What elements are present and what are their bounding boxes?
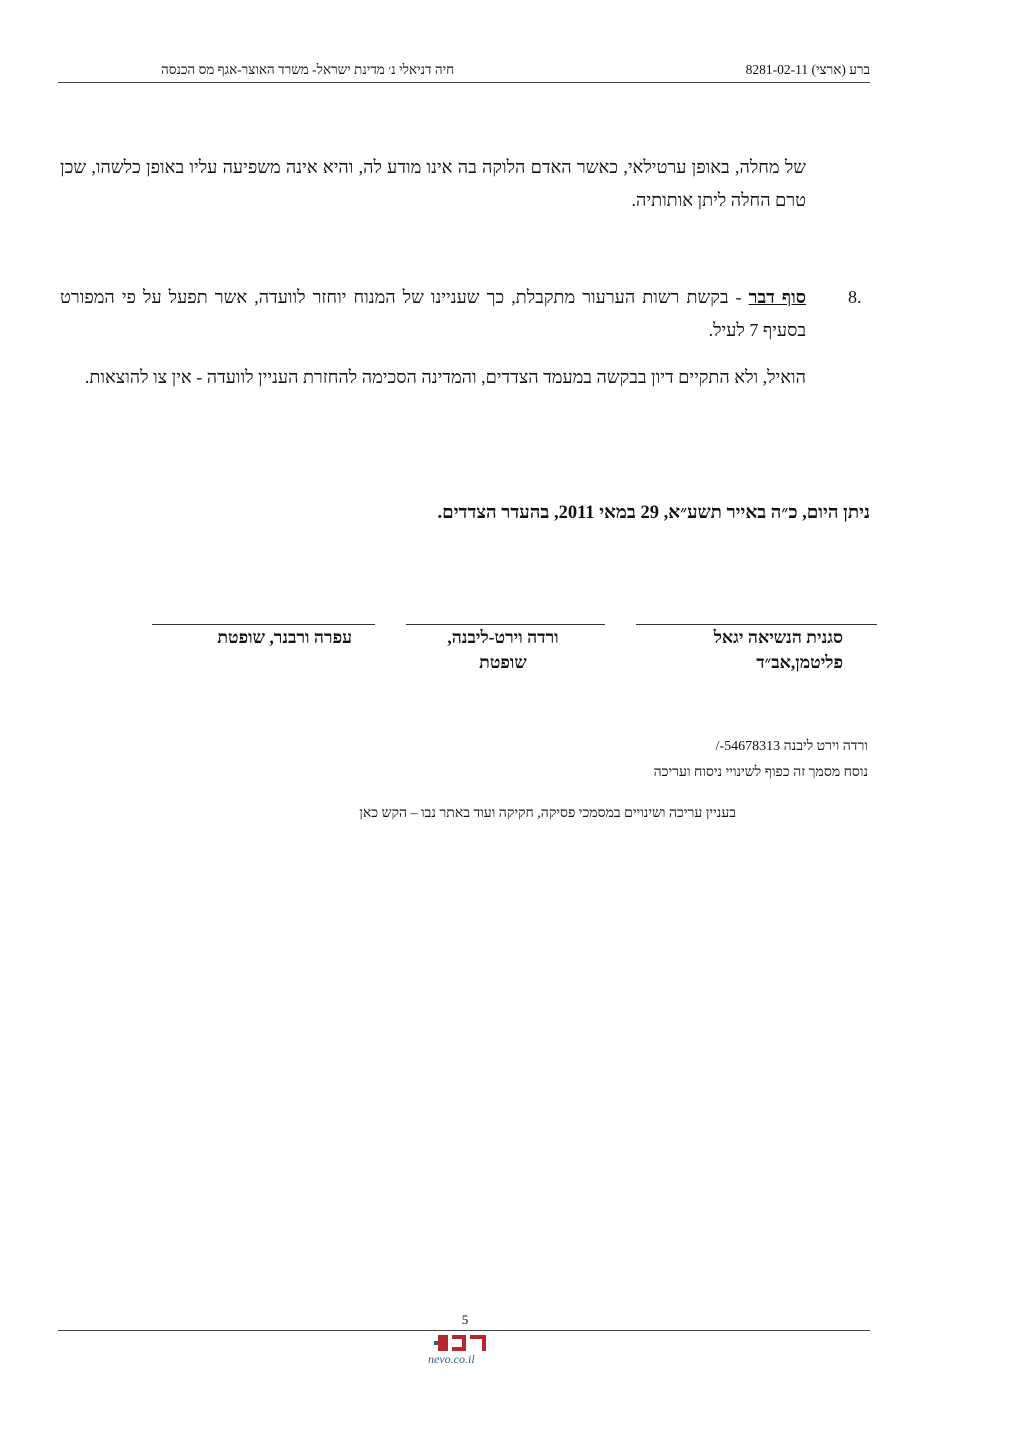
editing-notice-link[interactable]: בעניין עריכה ושינויים במסמכי פסיקה, חקיקה ועוד באתר נבו – הקש כאן — [359, 806, 736, 821]
page-header — [58, 60, 870, 83]
signature-block-1 — [640, 625, 843, 675]
signature-block-3 — [152, 625, 352, 650]
signature-block-2 — [420, 625, 586, 675]
footer-divider — [58, 1330, 870, 1331]
signature-name: עפרה ורבנר, שופטת — [217, 627, 352, 647]
continuation-paragraph: של מחלה, באופן ערטילאי, כאשר האדם הלוקה בה אינו מודע לה, והיא אינה משפיעה עליו באופן כלשהו, שכן טרם החלה ליתן אותותיה. — [60, 157, 806, 210]
signature-name: סגנית הנשיאה יגאל — [713, 627, 843, 647]
costs-paragraph: הואיל, ולא התקיים דיון בבקשה במעמד הצדדים, והמדינה הסכימה להחזרת העניין לוועדה - אין צו להוצאות. — [84, 367, 806, 387]
given-date-line: ניתן היום, כ״ה באייר תשע״א, 29 במאי 2011, בהעדר הצדדים. — [437, 503, 870, 523]
header-case-title: חיה דניאלי נ׳ מדינת ישראל- משרד האוצר-אגף מס הכנסה — [161, 62, 455, 77]
signature-code: ורדה וירט ליבנה 54678313-/ — [715, 739, 868, 754]
section-heading: סוף דבר — [748, 287, 807, 307]
signature-title: פליטמן,אב״ד — [756, 652, 843, 672]
nevo-logo-graphic — [418, 1333, 508, 1367]
section-8-paragraph — [60, 281, 806, 347]
header-case-number: ברע (ארצי) 8281-02-11 — [745, 62, 870, 77]
section-number: 8. — [848, 287, 862, 307]
subject-to-change-note: נוסח מסמך זה כפוף לשינויי ניסוח ועריכה — [653, 765, 868, 780]
page-number: 5 — [461, 1312, 469, 1327]
nevo-logo[interactable] — [418, 1333, 508, 1367]
section-text: - בקשת רשות הערעור מתקבלת, כך שעניינו של המנוח יוחזר לוועדה, אשר תפעל על פי המפורט בסעיף 7 לעיל. — [60, 287, 806, 340]
signature-title: שופטת — [479, 652, 527, 672]
signature-name: ורדה וירט-ליבנה, — [447, 627, 559, 647]
logo-url: nevo.co.il — [428, 1352, 475, 1366]
